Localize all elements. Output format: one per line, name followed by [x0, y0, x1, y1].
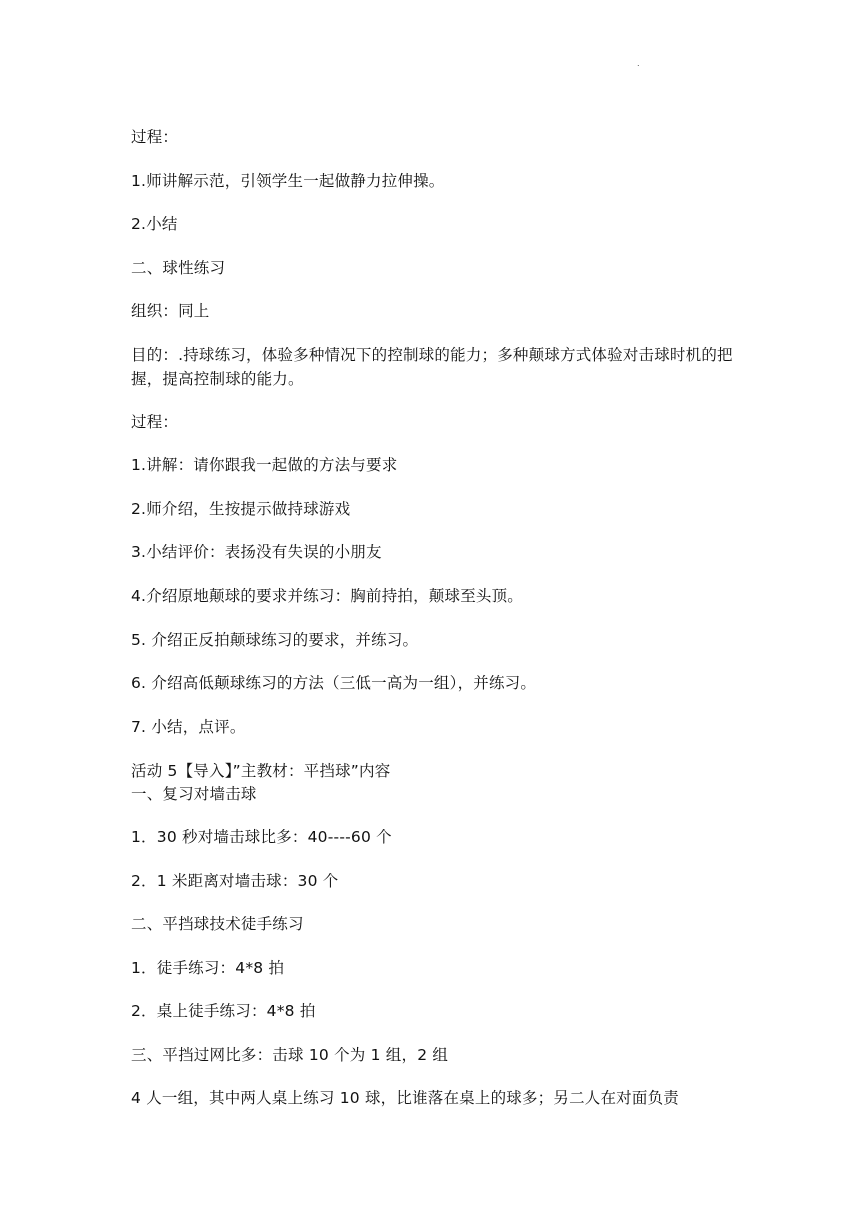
- paragraph-table-barehand: 2．桌上徒手练习：4*8 拍: [131, 1002, 316, 1020]
- section-heading-wall-review: 一、复习对墙击球: [131, 785, 257, 803]
- section-heading-over-net: 三、平挡过网比多：击球 10 个为 1 组，2 组: [131, 1046, 449, 1064]
- paragraph-introduce: 2.师介绍，生按提示做持球游戏: [131, 500, 351, 518]
- paragraph-group-practice: 4 人一组，其中两人桌上练习 10 球，比谁落在桌上的球多；另二人在对面负责: [131, 1089, 679, 1107]
- paragraph-process-heading-2: 过程：: [131, 413, 179, 431]
- section-heading-ball-practice: 二、球性练习: [131, 259, 226, 277]
- paragraph-high-low-bounce: 6. 介绍高低颠球练习的方法（三低一高为一组），并练习。: [131, 674, 537, 692]
- activity-heading: 活动 5【导入】”主教材：平挡球”内容: [131, 762, 391, 780]
- paragraph-organization: 组织：同上: [131, 302, 210, 320]
- paragraph-step-1: 1.师讲解示范，引领学生一起做静力拉伸操。: [131, 172, 445, 190]
- paragraph-process-heading-1: 过程：: [131, 128, 179, 146]
- paragraph-purpose: 目的：.持球练习，体验多种情况下的控制球的能力；多种颠球方式体验对击球时机的把握，提高控制球的能力。: [131, 346, 733, 388]
- paragraph-review: 7. 小结，点评。: [131, 718, 246, 736]
- paragraph-explain: 1.讲解：请你跟我一起做的方法与要求: [131, 456, 398, 474]
- paragraph-summary-evaluation: 3.小结评价：表扬没有失误的小朋友: [131, 543, 382, 561]
- paragraph-forehand-backhand: 5. 介绍正反拍颠球练习的要求，并练习。: [131, 631, 419, 649]
- section-heading-flat-block: 二、平挡球技术徒手练习: [131, 915, 304, 933]
- paragraph-bounce-intro: 4.介绍原地颠球的要求并练习：胸前持拍，颠球至头顶。: [131, 587, 523, 605]
- paragraph-wall-30s: 1．30 秒对墙击球比多：40----60 个: [131, 828, 392, 846]
- paragraph-barehand-practice: 1．徒手练习：4*8 拍: [131, 959, 285, 977]
- paragraph-step-2: 2.小结: [131, 215, 178, 233]
- paragraph-wall-1m: 2．1 米距离对墙击球：30 个: [131, 872, 339, 890]
- header-mark: .: [637, 59, 640, 68]
